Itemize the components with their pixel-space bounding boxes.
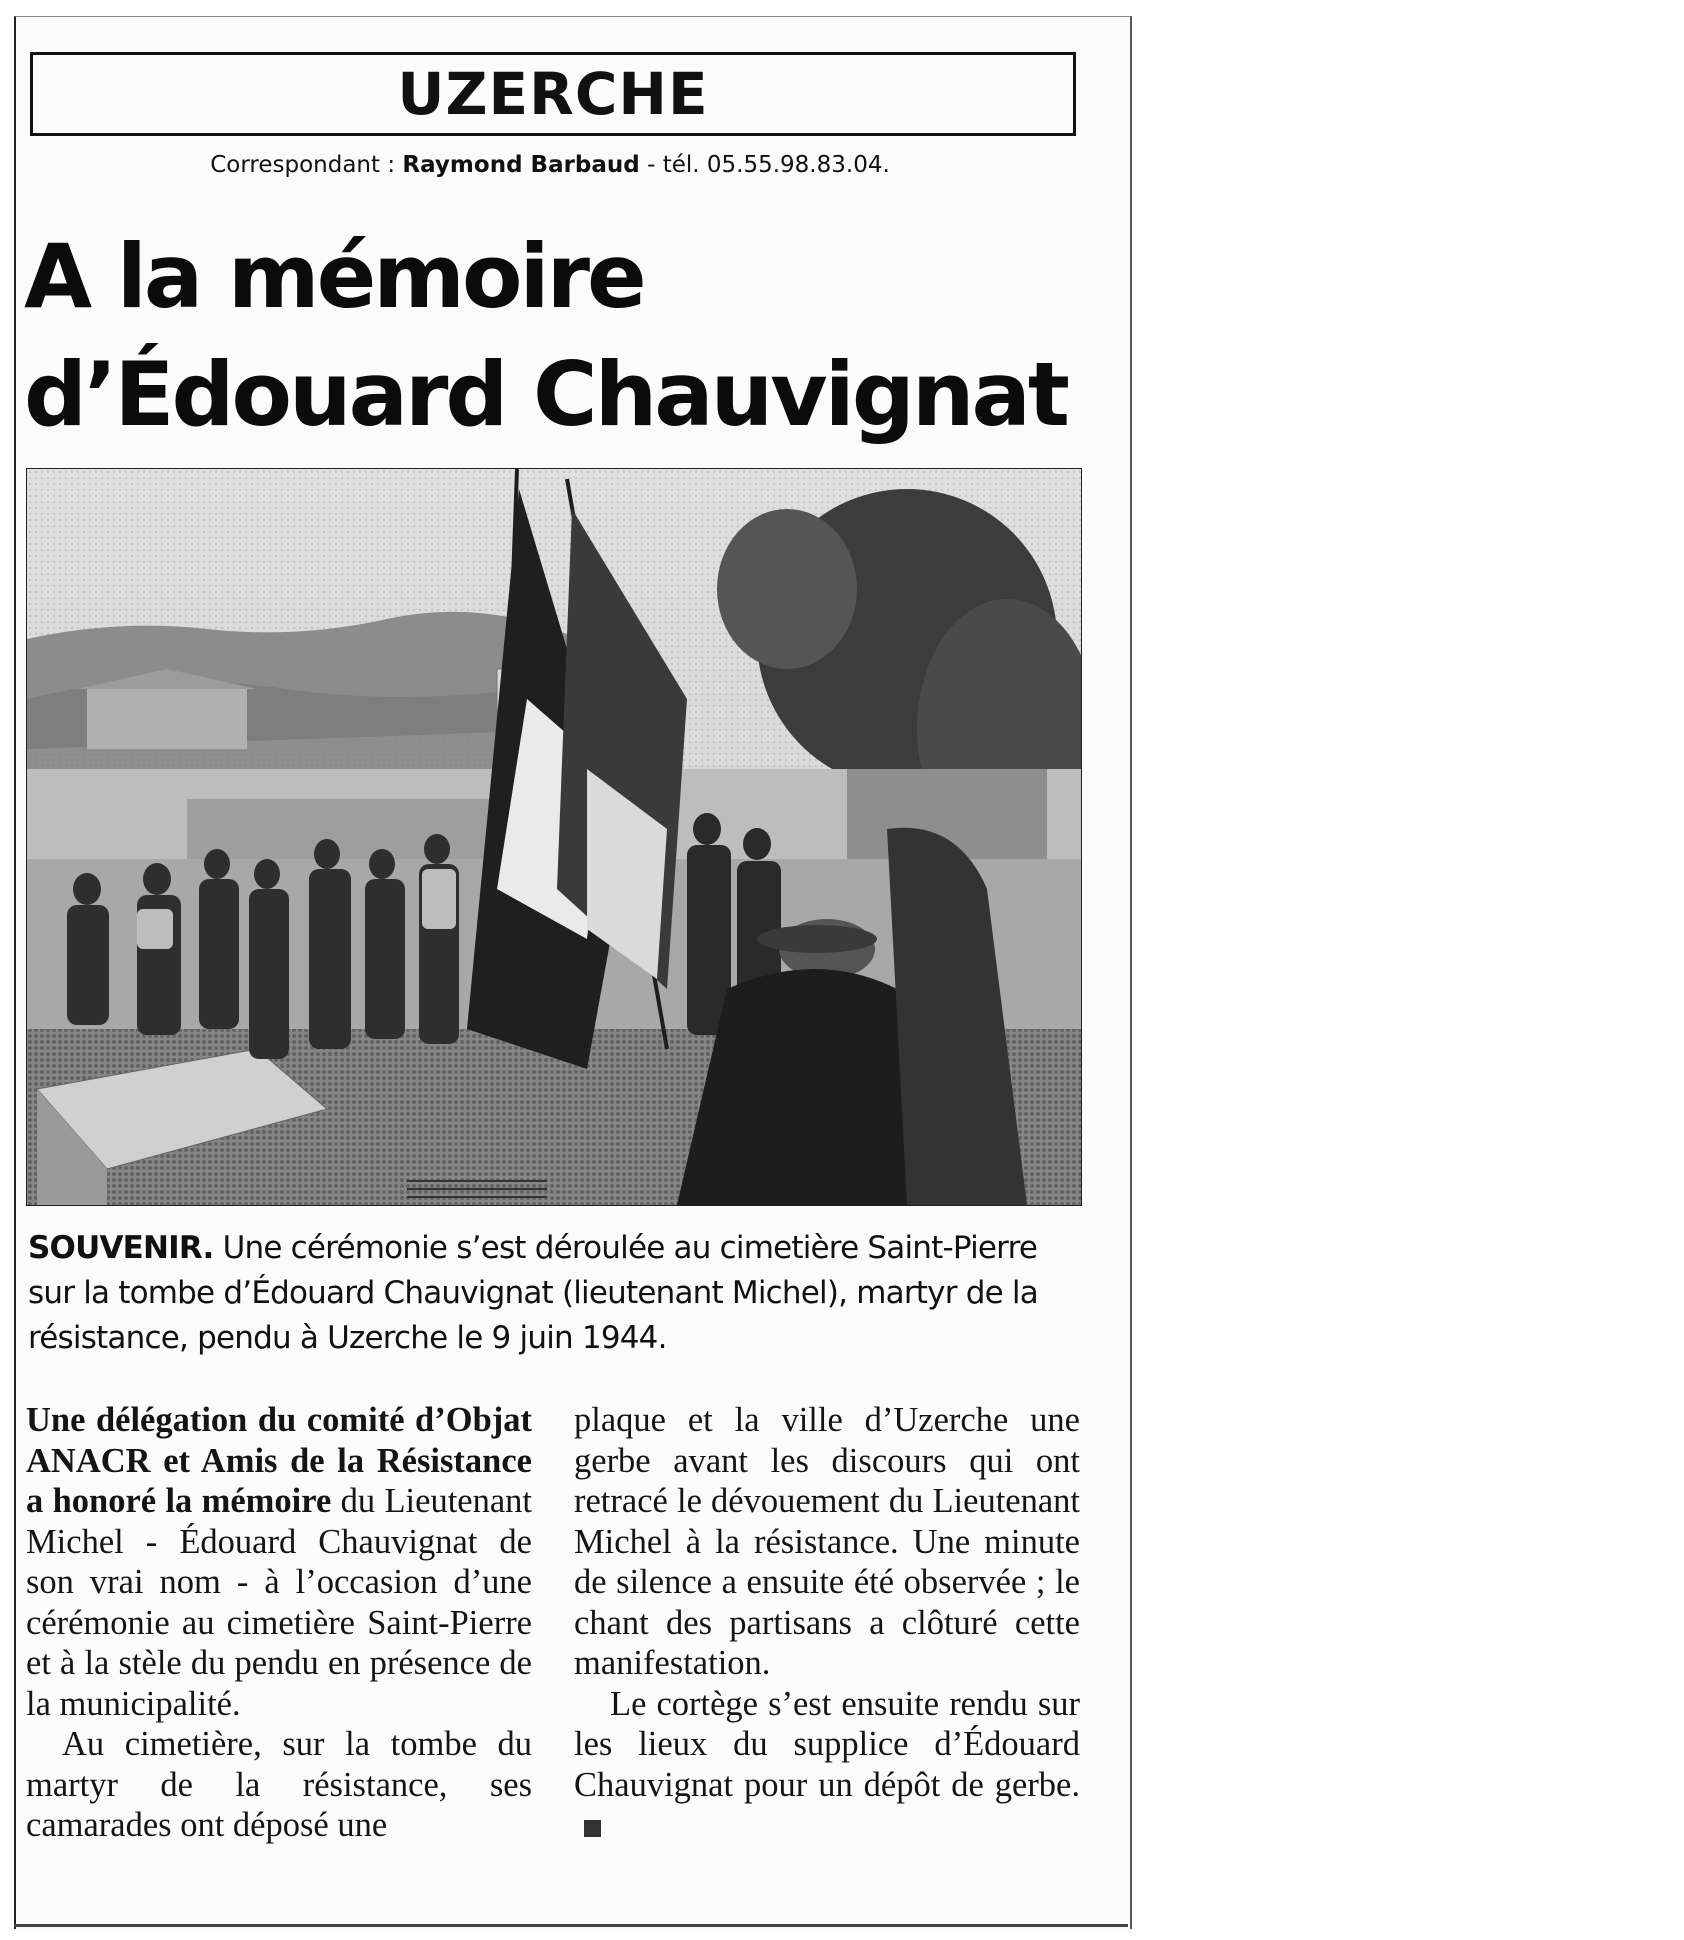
byline [30,152,1070,178]
article-paragraph-3 [574,1684,1080,1846]
byline-phone: tél. 05.55.98.83.04. [662,152,890,178]
caption-label: SOUVENIR. [28,1230,214,1266]
photo-caption [28,1226,1088,1361]
headline-line-2: d’Édouard Chauvignat [24,343,1067,446]
article-paragraph-1 [26,1400,532,1724]
article-paragraph-2-end: plaque et la ville d’Uzerche une gerbe avant les discours qui ont retracé le dévouement du Lieutenant Michel à la résistance. Une minute de silence a ensuite été observée ; le chant des partisans a clôturé cette manifestation. [574,1401,1080,1682]
headline-line-1: A la mémoire [24,225,644,328]
article-column-left [26,1400,532,1846]
section-title: UZERCHE [397,60,709,128]
byline-name: Raymond Barbaud [402,152,640,178]
end-of-article-icon [584,1820,601,1837]
article-lead: Une délégation du comité d’Objat ANACR et Amis de la Résistance a honoré la mémoire [26,1401,532,1520]
section-header [30,52,1076,136]
article-headline [24,218,1084,454]
article-paragraph-1-rest: du Lieutenant Michel - Édouard Chauvignat de son vrai nom - à l’occasion d’une cérémonie au cimetière Saint-Pierre et à la stèle du pendu en présence de la municipalité. [26,1482,532,1723]
byline-separator: - [647,152,656,178]
byline-label: Correspondant : [210,152,396,178]
ceremony-photo-icon [26,468,1082,1206]
caption-text: Une cérémonie s’est déroulée au cimetière Saint-Pierre sur la tombe d’Édouard Chauvignat (lieutenant Michel), martyr de la résistance, pendu à Uzerche le 9 juin 1944. [28,1230,1038,1356]
article-paragraph-3-text: Le cortège s’est ensuite rendu sur les lieux du supplice d’Édouard Chauvignat pour un dépôt de gerbe. [574,1684,1080,1804]
article-column-right [574,1400,1080,1846]
article-paragraph-2-start: Au cimetière, sur la tombe du martyr de la résistance, ses camarades ont déposé une [26,1725,532,1844]
bottom-rule [14,1924,1128,1927]
